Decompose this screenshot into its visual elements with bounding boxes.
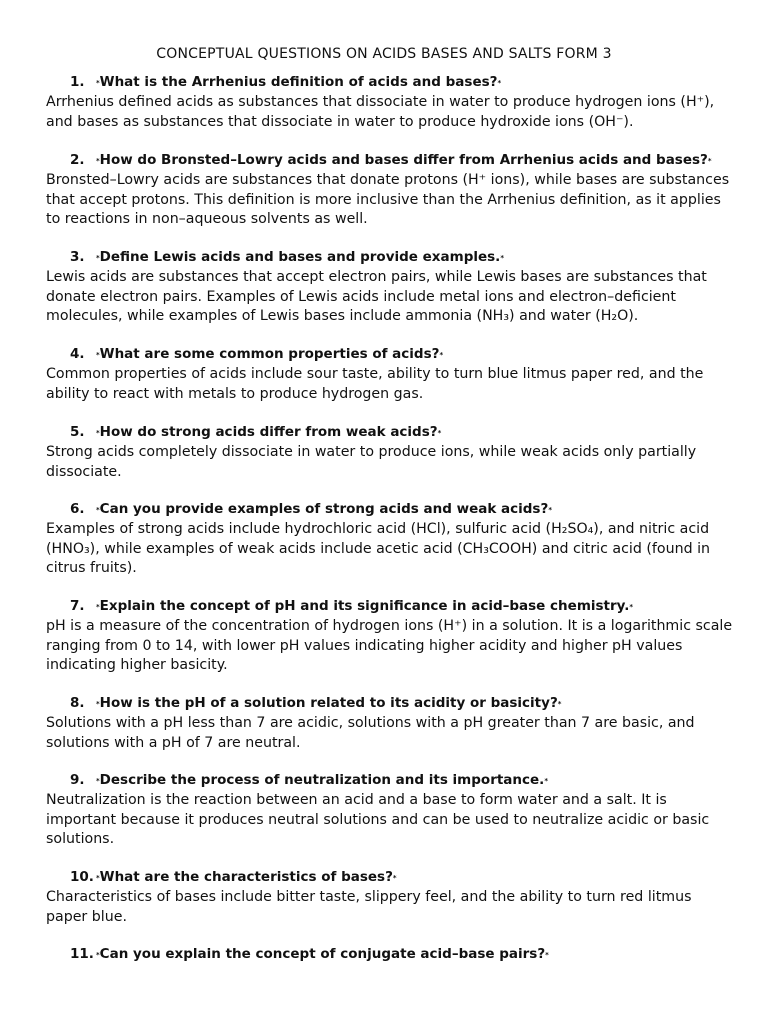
question-2: [70, 150, 736, 171]
question-number: 5.: [70, 424, 85, 440]
star-marker: *: [707, 157, 712, 165]
star-marker: *: [497, 79, 502, 87]
star-marker: *: [96, 506, 100, 514]
qa-item-3: [46, 247, 736, 327]
star-marker: *: [96, 79, 100, 87]
star-marker: *: [96, 157, 100, 165]
answer-4: Common properties of acids include sour taste, ability to turn blue litmus paper red, and the ability to react with metals to produce hydrogen gas.: [46, 366, 704, 402]
answer-5: Strong acids completely dissociate in water to produce ions, while weak acids only partially dissociate.: [46, 444, 697, 480]
star-marker: *: [96, 951, 100, 959]
star-marker: *: [439, 351, 444, 359]
answer-2: Bronsted–Lowry acids are substances that donate protons (H⁺ ions), while bases are substances that accept protons. This definition is more inclusive than the Arrhenius definition, as it applies to reactions in non–aqueous solvents as well.: [46, 172, 730, 227]
qa-item-11: [46, 944, 736, 965]
question-text: Explain the concept of pH and its significance in acid–base chemistry.: [99, 598, 630, 614]
star-marker: *: [96, 700, 100, 708]
answer-1: Arrhenius defined acids as substances that dissociate in water to produce hydrogen ions (H⁺), and bases as substances that dissociate in water to produce hydroxide ions (OH⁻).: [46, 94, 715, 130]
qa-item-4: [46, 344, 736, 404]
question-text: What is the Arrhenius definition of acids and bases?: [99, 74, 498, 90]
qa-item-9: [46, 770, 736, 850]
question-text: Describe the process of neutralization and its importance.: [99, 772, 545, 788]
question-10: [70, 867, 736, 888]
question-6: [70, 499, 736, 520]
answer-7: pH is a measure of the concentration of hydrogen ions (H⁺) in a solution. It is a logarithmic scale ranging from 0 to 14, with lower pH values indicating higher acidity and higher pH values indicating higher basicity.: [46, 618, 733, 673]
question-number: 9.: [70, 772, 85, 788]
question-number: 3.: [70, 249, 85, 265]
star-marker: *: [96, 429, 100, 437]
document-title: CONCEPTUAL QUESTIONS ON ACIDS BASES AND SALTS FORM 3: [156, 46, 612, 62]
question-number: 8.: [70, 695, 85, 711]
qa-item-2: [46, 150, 736, 230]
question-3: [70, 247, 736, 268]
qa-item-8: [46, 693, 736, 753]
question-text: What are some common properties of acids?: [99, 346, 440, 362]
star-marker: *: [629, 603, 634, 611]
star-marker: *: [96, 777, 100, 785]
question-9: [70, 770, 736, 791]
qa-item-10: [46, 867, 736, 927]
question-number: 7.: [70, 598, 85, 614]
question-7: [70, 596, 736, 617]
star-marker: *: [96, 874, 100, 882]
question-text: Can you explain the concept of conjugate acid–base pairs?: [99, 946, 546, 962]
answer-8: Solutions with a pH less than 7 are acidic, solutions with a pH greater than 7 are basic, and solutions with a pH of 7 are neutral.: [46, 715, 695, 751]
star-marker: *: [500, 254, 504, 262]
star-marker: *: [548, 506, 552, 514]
qa-item-1: [46, 72, 736, 132]
star-marker: *: [96, 603, 100, 611]
question-5: [70, 422, 736, 443]
star-marker: *: [96, 351, 100, 359]
question-text: Define Lewis acids and bases and provide examples.: [99, 249, 501, 265]
qa-item-5: [46, 422, 736, 482]
question-text: Can you provide examples of strong acids and weak acids?: [99, 501, 549, 517]
star-marker: *: [545, 951, 549, 959]
question-number: 6.: [70, 501, 85, 517]
question-text: How do Bronsted–Lowry acids and bases differ from Arrhenius acids and bases?: [99, 152, 708, 168]
qa-item-6: [46, 499, 736, 579]
question-11: [70, 944, 736, 965]
question-number: 10.: [70, 869, 94, 885]
question-text: How do strong acids differ from weak acids?: [99, 424, 438, 440]
question-number: 11.: [70, 946, 94, 962]
answer-6: Examples of strong acids include hydrochloric acid (HCl), sulfuric acid (H₂SO₄), and nitric acid (HNO₃), while examples of weak acids include acetic acid (CH₃COOH) and citric acid (found in citrus fruits).: [46, 521, 711, 576]
star-marker: *: [557, 700, 562, 708]
question-1: [70, 72, 736, 93]
answer-9: Neutralization is the reaction between an acid and a base to form water and a salt. It is important because it produces neutral solutions and can be used to neutralize acidic or basic solutions.: [46, 792, 710, 847]
question-text: What are the characteristics of bases?: [99, 869, 393, 885]
question-number: 4.: [70, 346, 85, 362]
question-number: 2.: [70, 152, 85, 168]
question-4: [70, 344, 736, 365]
star-marker: *: [392, 874, 397, 882]
answer-10: Characteristics of bases include bitter taste, slippery feel, and the ability to turn red litmus paper blue.: [46, 889, 692, 925]
question-number: 1.: [70, 74, 85, 90]
question-text: How is the pH of a solution related to its acidity or basicity?: [99, 695, 558, 711]
star-marker: *: [544, 777, 548, 785]
star-marker: *: [96, 254, 100, 262]
question-8: [70, 693, 736, 714]
qa-item-7: [46, 596, 736, 676]
star-marker: *: [437, 429, 442, 437]
answer-3: Lewis acids are substances that accept electron pairs, while Lewis bases are substances that donate electron pairs. Examples of Lewis acids include metal ions and electron–deficient molecules, while examples of Lewis bases include ammonia (NH₃) and water (H₂O).: [46, 269, 707, 324]
